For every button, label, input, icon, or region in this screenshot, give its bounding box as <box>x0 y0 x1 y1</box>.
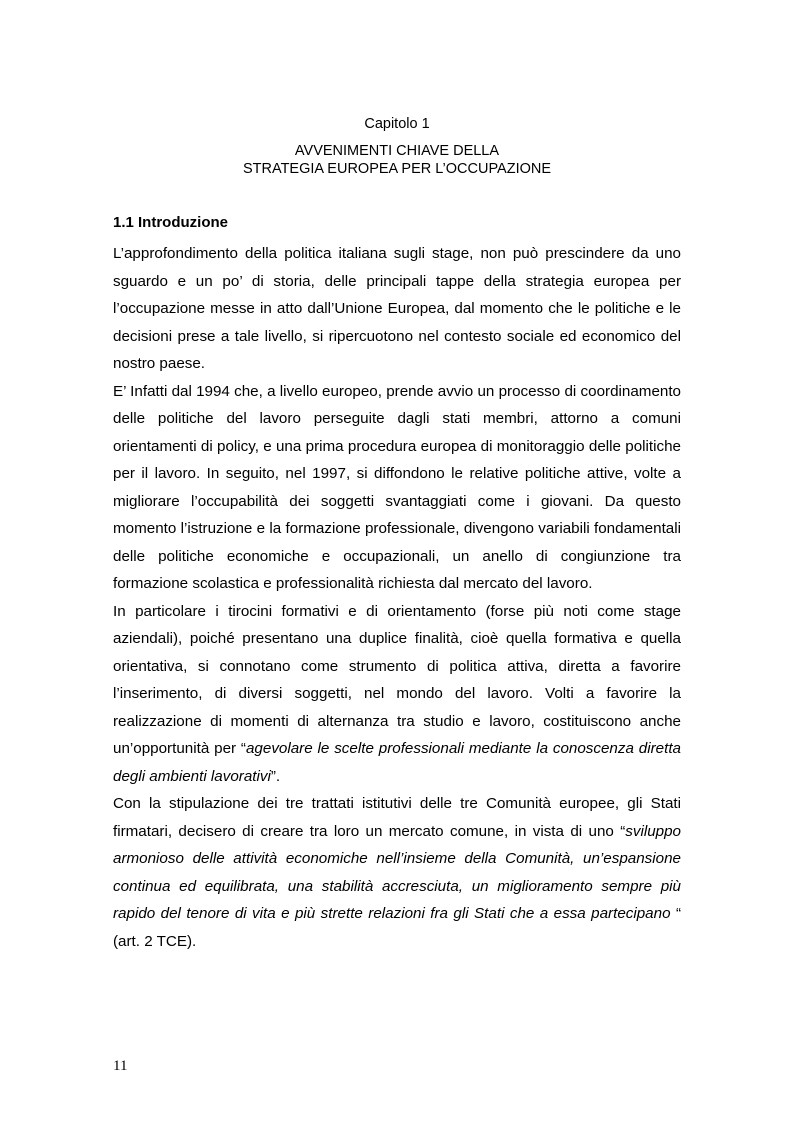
paragraph-4-text-end: “ (art. 2 TCE). <box>113 905 681 950</box>
paragraph-4-text: Con la stipulazione dei tre trattati istitutivi delle tre Comunità europee, gli Stati firmatari, decisero di creare tra loro un mercato comune, in vista di uno “ <box>113 795 681 840</box>
paragraph-1: L’approfondimento della politica italiana sugli stage, non può prescindere da uno sguardo e un po’ di storia, delle principali tappe della strategia europea per l’occupazione messe in atto dall’Unione Europea, dal momento che le politiche e le decisioni prese a tale livello, si ripercuotono nel contesto sociale ed economico del nostro paese. <box>113 245 681 372</box>
chapter-title <box>113 142 681 178</box>
section-heading: 1.1 Introduzione <box>113 214 229 231</box>
paragraph-3 <box>113 598 681 791</box>
paragraph-2: E’ Infatti dal 1994 che, a livello europeo, prende avvio un processo di coordinamento delle politiche del lavoro perseguite dagli stati membri, attorno a comuni orientamenti di policy, e una prima procedura europea di monitoraggio delle politiche per il lavoro. In seguito, nel 1997, si diffondono le relative politiche attive, volte a migliorare l’occupabilità dei soggetti svantaggiati come i giovani. Da questo momento l’istruzione e la formazione professionale, divengono variabili fondamentali delle politiche economiche e occupazionali, un anello di congiunzione tra formazione scolastica e professionalità richiesta dal mercato del lavoro. <box>113 382 681 592</box>
paragraph-4-quote: sviluppo armonioso delle attività economiche nell’insieme della Comunità, un’espansione continua ed equilibrata, una stabilità accresciuta, un miglioramento sempre più rapido del tenore di vita e più strette relazioni fra gli Stati che a essa partecipano <box>113 822 681 922</box>
body-text <box>113 240 681 955</box>
chapter-title-line-2: STRATEGIA EUROPEA PER L’OCCUPAZIONE <box>242 161 552 177</box>
chapter-title-line-1: AVVENIMENTI CHIAVE DELLA <box>294 143 500 159</box>
paragraph-3-text: In particolare i tirocini formativi e di orientamento (forse più noti come stage aziendali), poiché presentano una duplice finalità, cioè quella formativa e quella orientativa, si connotano come strumento di politica attiva, diretta a favorire l’inserimento, di diversi soggetti, nel mondo del lavoro. Volti a favorire la realizzazione di momenti di alternanza tra studio e lavoro, costituiscono anche un’opportunità per “ <box>113 602 681 757</box>
page-number: 11 <box>113 1058 128 1074</box>
paragraph-3-text-end: ”. <box>270 767 281 785</box>
paragraph-4 <box>113 790 681 955</box>
chapter-label: Capitolo 1 <box>364 116 430 132</box>
paragraph-3-quote: agevolare le scelte professionali mediante la conoscenza diretta degli ambienti lavorativi <box>113 740 681 785</box>
